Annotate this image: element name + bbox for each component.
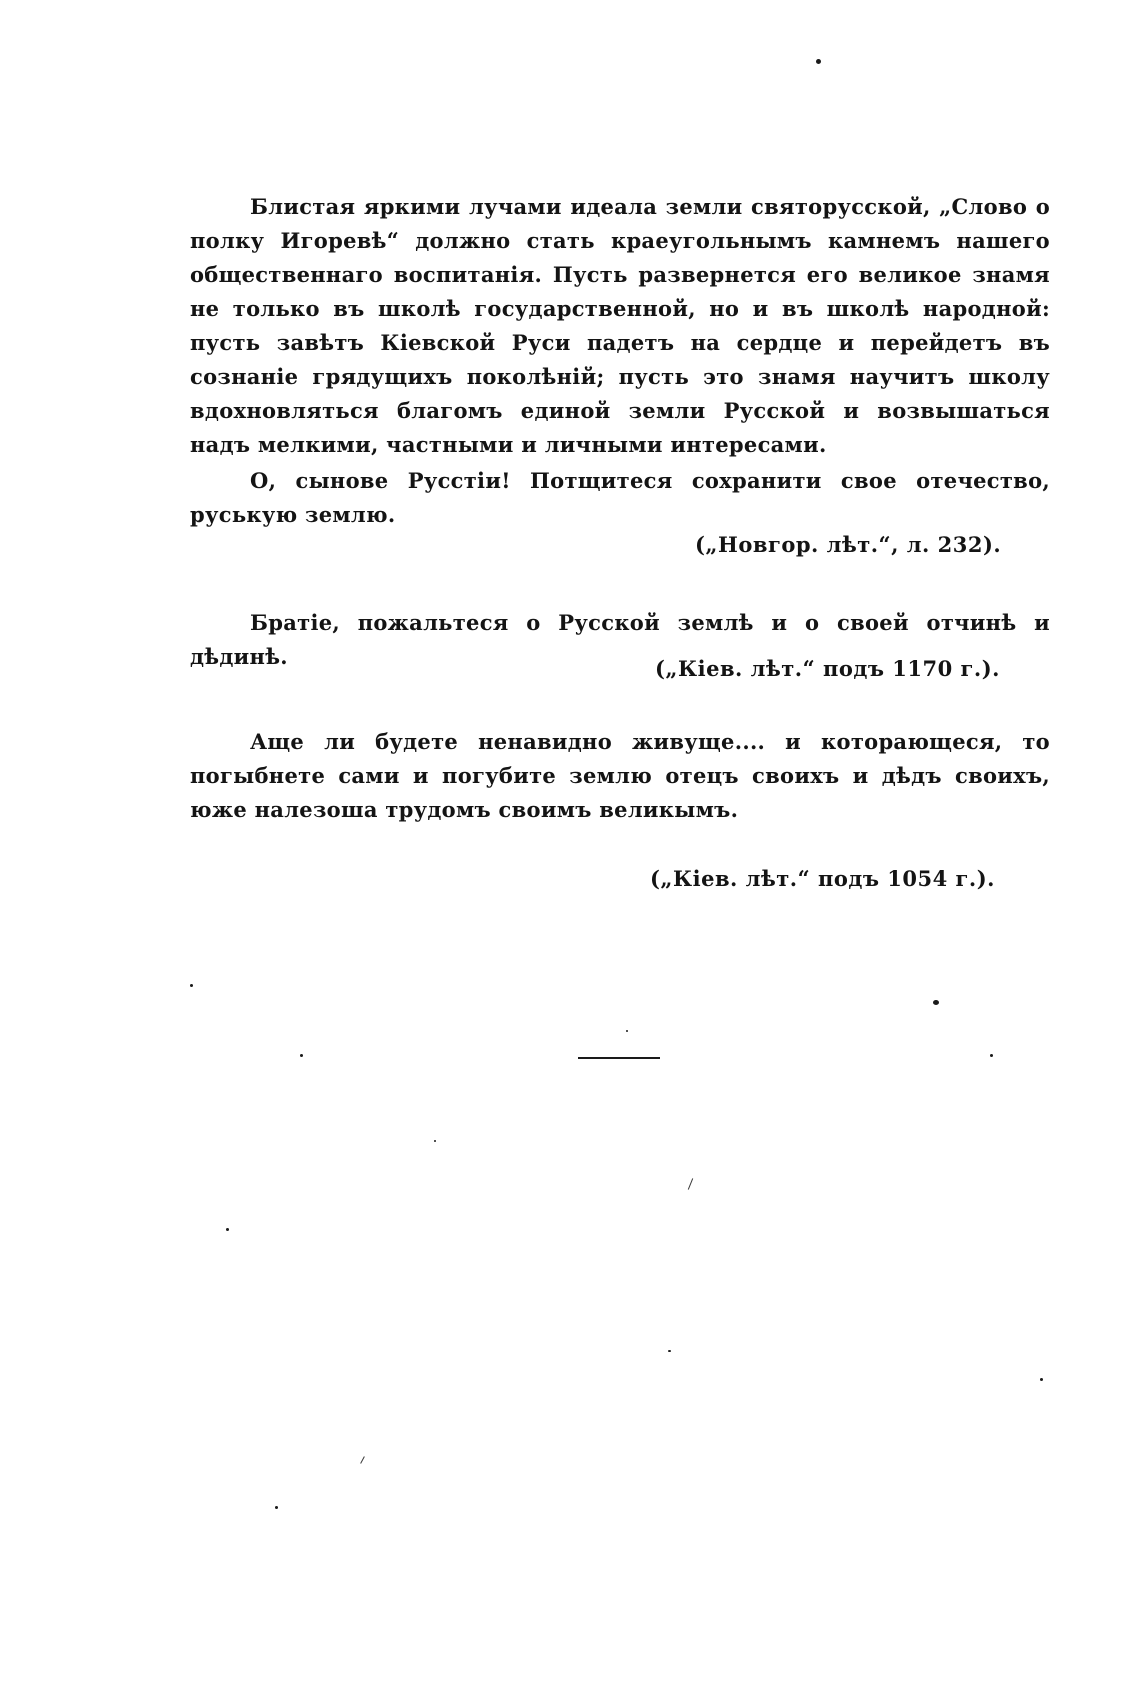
- citation-kiev-1170: („Кіев. лѣт.“ подъ 1170 г.).: [655, 656, 1000, 681]
- citation-novgorod: („Новгор. лѣт.“, л. 232).: [695, 532, 1002, 557]
- ink-speck: [990, 1054, 993, 1057]
- ink-stroke: [360, 1456, 365, 1464]
- quote-kiev-1170: Братіе, пожальтеся о Русской землѣ и о своей отчинѣ и дѣдинѣ.: [190, 610, 1050, 669]
- section-divider-rule: [578, 1057, 660, 1059]
- ink-speck: [626, 1030, 628, 1032]
- quote-kiev-1054: Аще ли будете ненавидно живуще.... и которающеся, то погыбнете сами и погубите землю отецъ своихъ и дѣдъ своихъ, юже налезоша трудомъ своимъ великымъ.: [190, 729, 1050, 822]
- ink-speck: [933, 1000, 939, 1005]
- ink-speck: [300, 1054, 303, 1057]
- citation-kiev-1054: („Кіев. лѣт.“ подъ 1054 г.).: [650, 866, 995, 891]
- quote-novgorod: О, сынове Русстіи! Потщитеся сохранити свое отечество, руськую землю.: [190, 468, 1050, 527]
- ink-speck: [668, 1350, 671, 1352]
- ink-speck: [816, 59, 821, 64]
- main-paragraph-block: [190, 190, 1050, 462]
- quote-3-block: [190, 725, 1050, 827]
- quote-1-block: [190, 464, 1050, 532]
- ink-speck: [275, 1506, 278, 1509]
- ink-speck: [1040, 1378, 1043, 1381]
- main-paragraph: Блистая яркими лучами идеала земли святорусской, „Слово о полку Игоревѣ“ должно стать краеугольнымъ камнемъ нашего общественнаго воспитанія. Пусть развернется его великое знамя не только въ школѣ государственной, но и въ школѣ народной: пусть завѣтъ Кіевской Руси падетъ на сердце и перейдетъ въ сознаніе грядущихъ поколѣній; пусть это знамя научитъ школу вдохновляться благомъ единой земли Русской и возвышаться надъ мелкими, частными и личными интересами.: [190, 194, 1050, 457]
- ink-speck: [434, 1140, 436, 1142]
- ink-stroke: [688, 1178, 693, 1190]
- ink-speck: [190, 984, 193, 987]
- ink-speck: [226, 1228, 229, 1231]
